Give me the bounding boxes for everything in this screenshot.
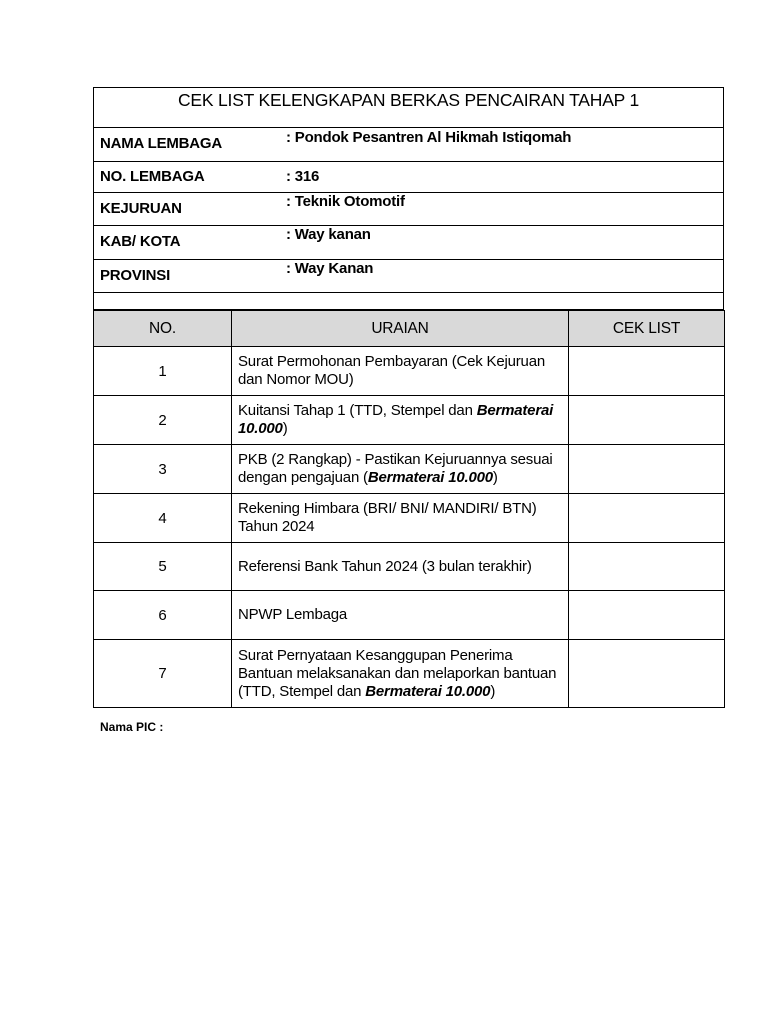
row-description bbox=[232, 494, 569, 543]
row-description bbox=[232, 445, 569, 494]
checklist-table bbox=[93, 310, 725, 708]
check-cell[interactable] bbox=[569, 396, 725, 445]
row-number: 4 bbox=[94, 494, 232, 543]
desc-emphasis: Bermaterai 10.000 bbox=[238, 402, 554, 437]
table-row bbox=[94, 591, 725, 640]
row-description bbox=[232, 591, 569, 640]
header-cek-list: CEK LIST bbox=[569, 311, 725, 347]
info-value: : Way Kanan bbox=[286, 260, 374, 277]
info-row-kab-kota bbox=[93, 226, 724, 260]
desc-text: ) bbox=[492, 469, 498, 486]
document-title: CEK LIST KELENGKAPAN BERKAS PENCAIRAN TAHAP 1 bbox=[93, 87, 724, 128]
desc-text: Surat Pernyataan Kesanggupan Penerima Bantuan melaksanakan dan melaporkan bantuan (TTD, Stempel dan bbox=[238, 646, 557, 700]
info-value: : Way kanan bbox=[286, 226, 371, 243]
checklist-document bbox=[93, 87, 724, 708]
desc-emphasis: Bermaterai 10.000 bbox=[367, 469, 493, 486]
row-number: 7 bbox=[94, 640, 232, 708]
table-row bbox=[94, 445, 725, 494]
row-number: 3 bbox=[94, 445, 232, 494]
header-uraian: URAIAN bbox=[232, 311, 569, 347]
check-cell[interactable] bbox=[569, 640, 725, 708]
info-value: : 316 bbox=[286, 168, 320, 185]
desc-text: Surat Permohonan Pembayaran (Cek Kejuruan dan Nomor MOU) bbox=[238, 353, 545, 388]
desc-text: ) bbox=[282, 420, 288, 437]
pic-label: Nama PIC : bbox=[100, 720, 164, 734]
info-label: KAB/ KOTA bbox=[100, 233, 181, 250]
info-label: KEJURUAN bbox=[100, 200, 182, 217]
row-number: 6 bbox=[94, 591, 232, 640]
table-row bbox=[94, 494, 725, 543]
check-cell[interactable] bbox=[569, 347, 725, 396]
info-label: NAMA LEMBAGA bbox=[100, 135, 223, 152]
info-row-nama-lembaga bbox=[93, 128, 724, 162]
info-value: : Pondok Pesantren Al Hikmah Istiqomah bbox=[286, 129, 572, 146]
row-number: 2 bbox=[94, 396, 232, 445]
desc-text: Rekening Himbara (BRI/ BNI/ MANDIRI/ BTN) Tahun 2024 bbox=[238, 500, 537, 535]
row-number: 5 bbox=[94, 543, 232, 591]
info-label: NO. LEMBAGA bbox=[100, 168, 205, 185]
table-row bbox=[94, 640, 725, 708]
info-label: PROVINSI bbox=[100, 267, 171, 284]
check-cell[interactable] bbox=[569, 591, 725, 640]
desc-text: Kuitansi Tahap 1 (TTD, Stempel dan bbox=[238, 402, 477, 419]
info-row-kejuruan bbox=[93, 193, 724, 226]
table-row bbox=[94, 347, 725, 396]
desc-emphasis: Bermaterai 10.000 bbox=[365, 682, 491, 700]
desc-text: PKB (2 Rangkap) - Pastikan Kejuruannya sesuai dengan pengajuan ( bbox=[238, 451, 553, 486]
table-row bbox=[94, 396, 725, 445]
check-cell[interactable] bbox=[569, 494, 725, 543]
info-row-no-lembaga bbox=[93, 162, 724, 193]
table-row bbox=[94, 543, 725, 591]
row-description bbox=[232, 543, 569, 591]
info-row-provinsi bbox=[93, 260, 724, 293]
row-number: 1 bbox=[94, 347, 232, 396]
spacer-row bbox=[93, 293, 724, 310]
info-value: : Teknik Otomotif bbox=[286, 193, 405, 210]
header-no: NO. bbox=[94, 311, 232, 347]
desc-text: ) bbox=[490, 682, 496, 700]
row-description bbox=[232, 640, 569, 708]
table-header-row bbox=[94, 311, 725, 347]
check-cell[interactable] bbox=[569, 445, 725, 494]
desc-text: Referensi Bank Tahun 2024 (3 bulan terakhir) bbox=[238, 557, 532, 575]
check-cell[interactable] bbox=[569, 543, 725, 591]
row-description bbox=[232, 347, 569, 396]
desc-text: NPWP Lembaga bbox=[238, 606, 348, 623]
row-description bbox=[232, 396, 569, 445]
